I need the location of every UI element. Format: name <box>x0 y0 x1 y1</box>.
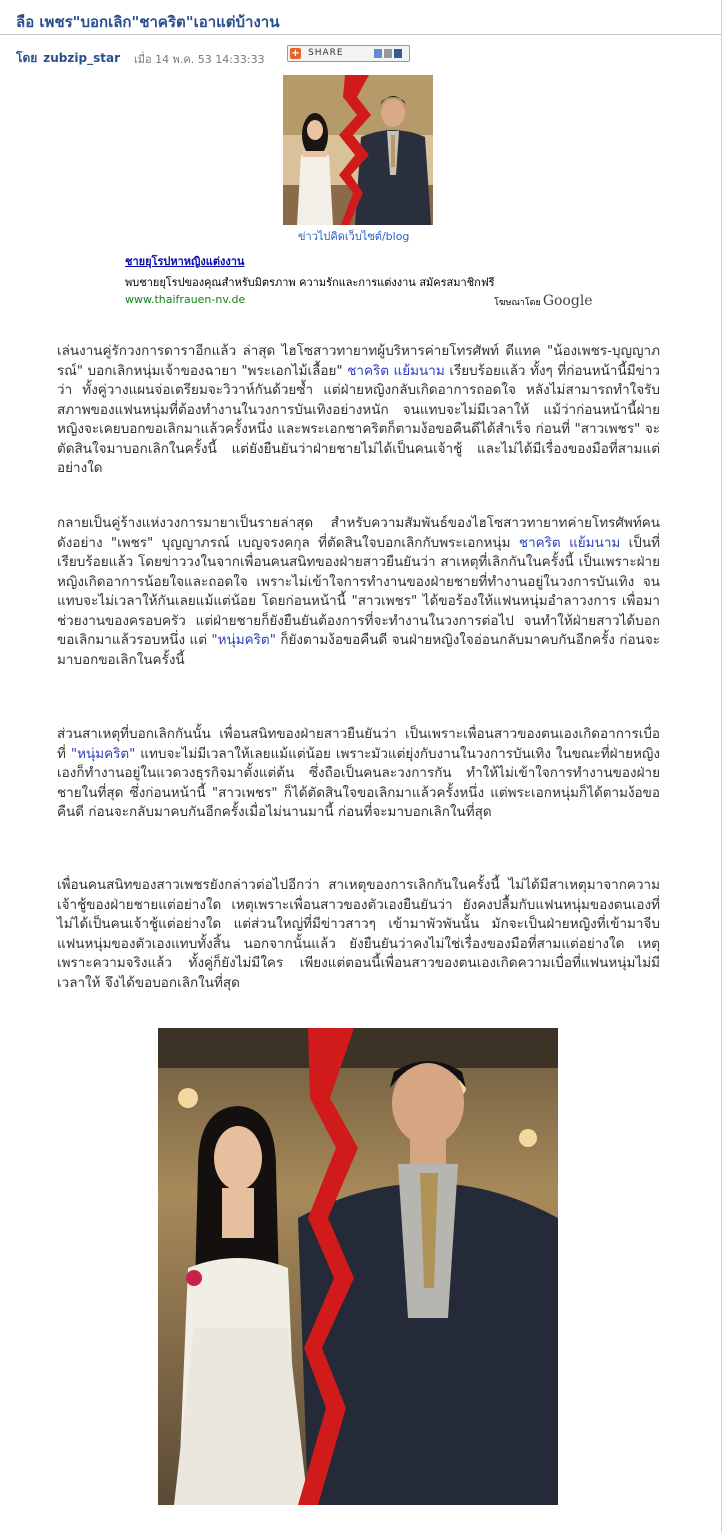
paragraph-text: เป็นที่เรียบร้อยแล้ว โดยข่าววงในจากเพื่อนคนสนิทของฝ่ายสาวยืนยันว่า สาเหตุที่เลิกกันในครั้งนี้ เป็นเพราะฝ่ายหญิงเกิดอาการน้อยใจและถอดใจ เพราะไม่เข้าใจการทำงานของฝ่ายชายที่ทำงานอยู่ในวงการบันเทิง จนแทบจะไม่เวลาให้กันเลยแม้แต่น้อย โดยก่อนหน้านี้ "สาวเพชร" ได้ขอร้องให้แฟนหนุ่มอำลาวงการ เพื่อมาช่วยงานของครอบครัว แต่ฝ่ายชายก็ยังยืนยันต้องการที่จะทำงานในวงการต่อไป จนทำให้ฝ่ายสาวได้บอกขอเลิกมาแล้วรอบหนึ่ง แต่ <box>57 534 660 648</box>
delicious-icon <box>374 49 382 58</box>
paragraph-text: กลายเป็นคู่ร้างแห่งวงการมายาเป็นรายล่าสุด สำหรับความสัมพันธ์ของไฮโซสาวทายาทค่ายโทรศัพท์คนดังอย่าง "เพชร" บุญญาภรณ์ เบญจรงคกุล ที่ตัดสินใจบอกเลิกกับพระเอกหนุ่ม <box>57 515 660 551</box>
byline <box>16 49 120 68</box>
article-title: ลือ เพชร"บอกเลิก"ชาคริต"เอาแต่บ้างาน <box>16 13 280 31</box>
ad-title-link[interactable]: ชายยุโรปหาหญิงแต่งงาน <box>125 255 245 268</box>
actor-name-link[interactable]: ชาคริต แย้มนาม <box>518 534 621 551</box>
post-date: เมื่อ 14 พ.ค. 53 14:33:33 <box>134 53 265 66</box>
plus-icon: + <box>291 48 300 59</box>
paragraph-3 <box>57 725 660 823</box>
paragraph-text: เล่นงานคู่รักวงการดาราอีกแล้ว ล่าสุด ไฮโซสาวทายาทผู้บริหารค่ายโทรศัพท์ ดีแทค "น้องเพชร-บุญญาภรณ์" บอกเลิกหนุ่มเจ้าของฉายา "พระเอกไม้เลื้อย" <box>57 343 660 379</box>
couple-photo-large <box>158 1028 558 1505</box>
ads-by-google[interactable] <box>494 293 593 309</box>
photo-caption-link[interactable]: ข่าวไปคิดเว็บไซต์/blog <box>298 230 410 243</box>
share-label: SHARE <box>308 48 344 58</box>
paragraph-text: ก็ยังตามง้อขอคืนดี จนฝ่ายหญิงใจอ่อนกลับมาคบกันอีกครั้ง ก่อนจะมาบอกขอเลิกในครั้งนี้ <box>57 632 660 668</box>
facebook-icon <box>394 49 402 58</box>
couple-photo-small <box>283 75 433 225</box>
actor-nickname-link[interactable]: "หนุ่มคริต" <box>70 745 136 762</box>
author-link[interactable]: zubzip_star <box>43 51 120 65</box>
actor-name-link[interactable]: ชาคริต แย้มนาม <box>347 362 445 379</box>
paragraph-text: แทบจะไม่มีเวลาให้เลยแม้แต่น้อย เพราะมัวแต่ยุ่งกับงานในวงการบันเทิง ในขณะที่ฝ่ายหญิงเองก็ทำงานอยู่ในแวดวงธุรกิจมาตั้งแต่ต้น ซึ่งถือเป็นคนละวงการกัน ทำให้ไม่เข้าใจการทำงานของฝ่ายชายในที่สุด ซึ่งก่อนหน้านี้ "สาวเพชร" ก็ได้ตัดสินใจขอเลิกมาแล้วครั้งหนึ่ง แต่พระเอกหนุ่มก็ได้ตามง้อขอคืนดี ก่อนจะกลับมาคบกันอีกครั้งเมื่อไม่นานมานี้ ก่อนที่จะมาบอกเลิกในที่สุด <box>57 745 660 820</box>
google-logo: Google <box>542 293 593 309</box>
paragraph-text: เรียบร้อยแล้ว ทั้งๆ ที่ก่อนหน้านี้มีข่าวว่า ทั้งคู่วางแผนจ่อเตรียมจะวิวาห์กันด้วยซ้ำ แต่ฝ่ายหญิงกลับเกิดอาการถอดใจ หลังไม่สามารถทำใจรับสภาพของแฟนหนุ่มที่ต้องทำงานในวงการบันเทิงอย่างหนัก จนแทบจะไม่มีเวลาให้ แม้ว่าก่อนหน้านี้ฝ่ายหญิงจะเคยบอกขอเลิกมาแล้วครั้งหนึ่ง และพระเอกชาคริตก็ตามง้อขอคืนดีได้สำเร็จ ก่อนที่ "สาวเพชร" จะตัดสินใจมาบอกเลิกในครั้งนี้ แต่ยังยืนยันว่าฝ่ายชายไม่ได้เป็นคนเจ้าชู้ และไม่ได้มีเรื่องของมือที่สามแต่อย่างใด <box>57 362 660 476</box>
digg-icon <box>384 49 392 58</box>
ad-text: พบชายยุโรปของคุณสำหรับมิตรภาพ ความรักและการแต่งงาน สมัครสมาชิกฟรี <box>125 276 495 289</box>
paragraph-4: เพื่อนคนสนิทของสาวเพชรยังกล่าวต่อไปอีกว่า สาเหตุของการเลิกกันในครั้งนี้ ไม่ได้มีสาเหตุมาจากความเจ้าชู้ของฝ่ายชายแต่อย่างใด เหตุเพราะเพื่อนสาวของตัวเองยืนยันว่า ยังคงปลื้มกับแฟนหนุ่มของตนเองที่ไม่ได้เป็นคนเจ้าชู้แต่อย่างใด แต่ส่วนใหญ่ที่มีข่าวสาวๆ เข้ามาพัวพันนั้น มักจะเป็นฝ่ายหญิงที่เข้ามาจีบแฟนหนุ่มของตัวเองแทบทั้งสิ้น นอกจากนั้นแล้ว ยังยืนยันว่าคงไม่ใช่เรื่องของมือที่สามแต่อย่างใด เหตุเพราะความจริงแล้ว ทั้งคู่ก็ยังไม่มีใคร เพียงแต่ตอนนี้เพื่อนสาวของตนเองเกิดความเบื่อที่แฟนหนุ่มไม่มีเวลาให้ จึงได้ขอบอกเลิกในที่สุด <box>57 877 660 991</box>
ad-url-link[interactable]: www.thaifrauen-nv.de <box>125 293 246 306</box>
share-button[interactable] <box>287 45 410 62</box>
byline-prefix: โดย <box>16 51 38 65</box>
paragraph-text: ส่วนสาเหตุที่บอกเลิกกันนั้น เพื่อนสนิทของฝ่ายสาวยืนยันว่า เป็นเพราะเพื่อนสาวของตนเองเกิดอาการเบื่อที่ <box>57 726 660 762</box>
ads-by-label: โฆษณาโดย <box>494 298 541 308</box>
actor-nickname-link[interactable]: "หนุ่มคริต" <box>211 632 276 648</box>
paragraph-1 <box>57 342 660 479</box>
title-divider <box>0 34 722 35</box>
paragraph-2 <box>57 514 660 670</box>
